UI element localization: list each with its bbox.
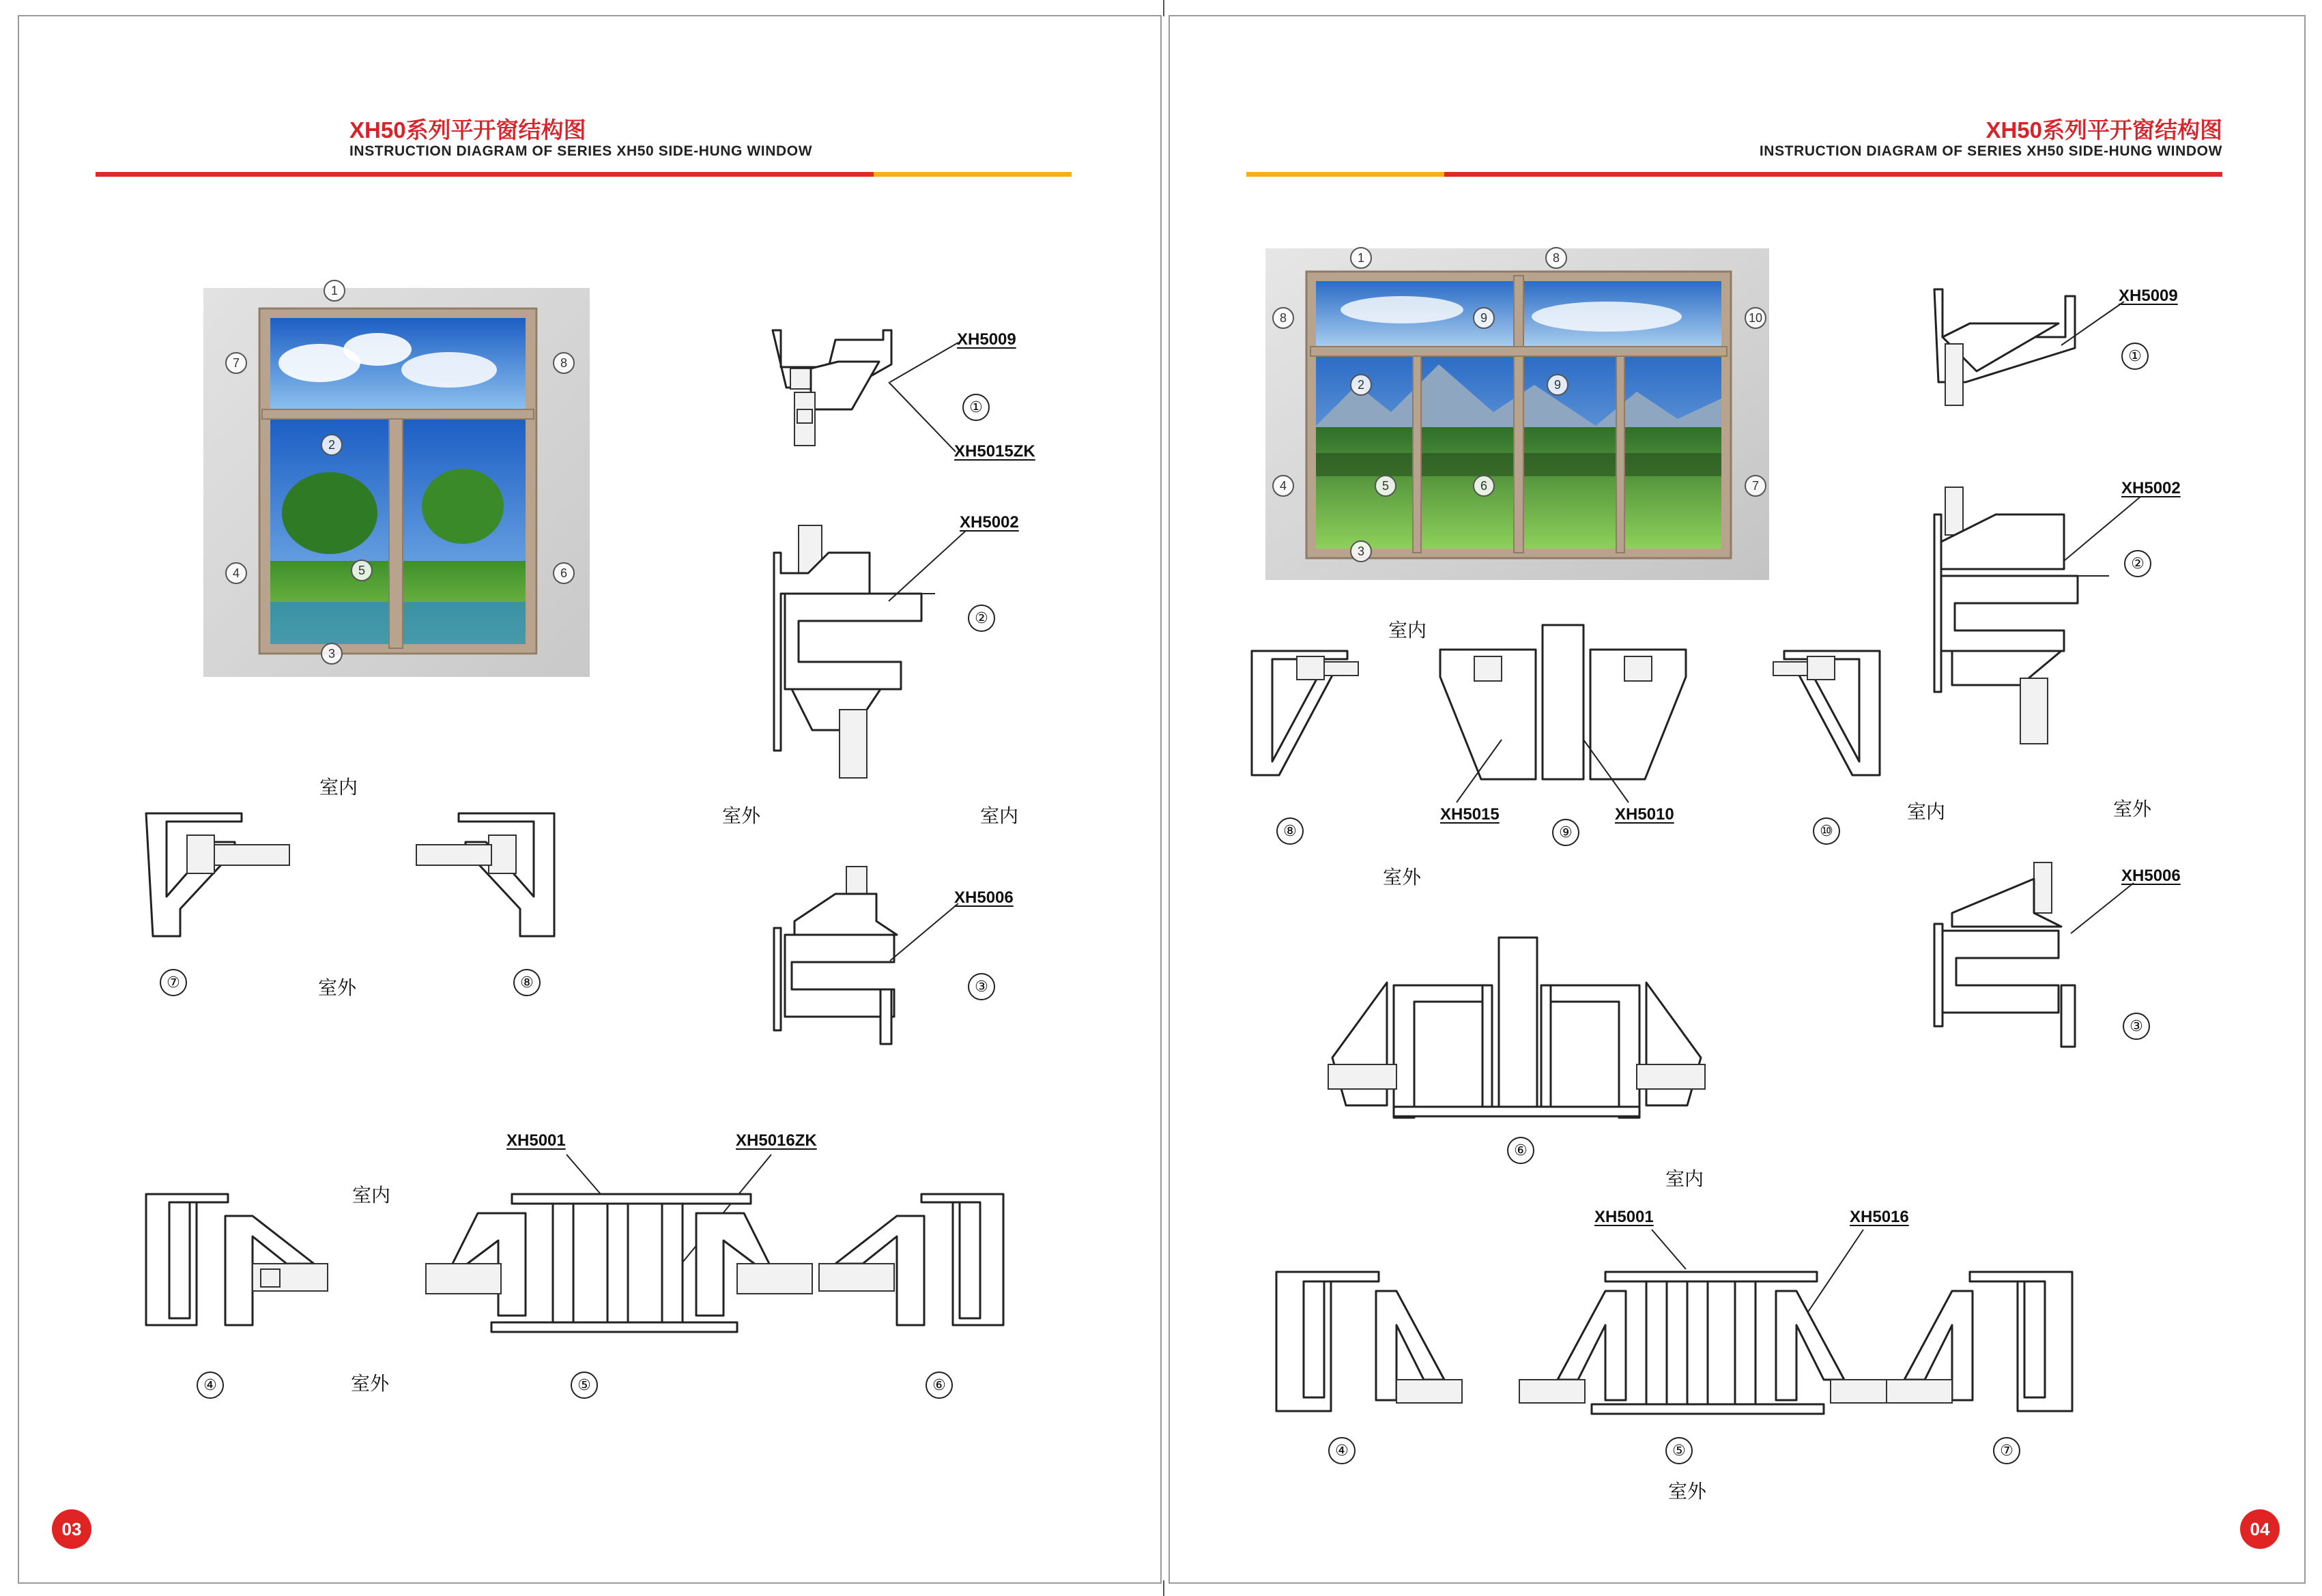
profile-code-r-xh5006: XH5006 (2121, 867, 2181, 885)
leader-line-r3 (2068, 882, 2136, 936)
section-r3-drawing (1932, 862, 2082, 1054)
section-r10-drawing (1766, 650, 1882, 786)
section-number-6: ⑥ (926, 1372, 953, 1399)
leader-lines-s1 (887, 341, 969, 457)
section-7-drawing (143, 812, 300, 942)
photo-callout-r9-mid: 9 (1547, 374, 1568, 396)
profile-code-xh5016zk: XH5016ZK (736, 1131, 817, 1150)
section-r8-drawing (1249, 650, 1365, 786)
photo-callout-6: 6 (553, 562, 575, 584)
profile-code-xh5001: XH5001 (506, 1131, 566, 1150)
section-5-drawing (423, 1193, 846, 1343)
profile-code-xh5006: XH5006 (954, 888, 1014, 907)
section-number-1: ① (962, 394, 990, 421)
leader-line-s2 (887, 529, 969, 604)
profile-code-xh5002: XH5002 (960, 513, 1019, 532)
label-outdoor-r2: 室外 (2113, 798, 2152, 819)
profile-code-r-xh5009: XH5009 (2119, 287, 2178, 305)
photo-callout-r6: 6 (1473, 475, 1495, 497)
photo-callout-r8-top: 8 (1545, 247, 1567, 269)
center-crop-mark-bottom (1163, 1580, 1164, 1596)
photo-callout-5: 5 (351, 560, 373, 581)
section-number-r10: ⑩ (1813, 817, 1840, 845)
label-indoor-s2: 室内 (980, 805, 1019, 826)
section-r4-drawing (1274, 1271, 1465, 1421)
photo-callout-r2: 2 (1350, 374, 1372, 396)
photo-callout-r8-left: 8 (1272, 307, 1294, 329)
profile-code-r-xh5015: XH5015 (1440, 805, 1500, 824)
label-outdoor-s2: 室外 (722, 805, 761, 826)
profile-code-xh5015zk: XH5015ZK (954, 442, 1035, 461)
section-number-r4: ④ (1328, 1437, 1356, 1464)
page-left-rule-gold (874, 172, 1072, 177)
section-number-r2: ② (2124, 550, 2151, 577)
section-number-r7: ⑦ (1993, 1437, 2020, 1464)
photo-callout-7: 7 (225, 352, 247, 374)
page-right-title-en: INSTRUCTION DIAGRAM OF SERIES XH50 SIDE-HUNG WINDOW (1759, 143, 2222, 159)
profile-code-xh5009: XH5009 (957, 330, 1016, 349)
profile-code-r-xh5002: XH5002 (2121, 479, 2181, 497)
section-number-2: ② (968, 605, 995, 632)
label-indoor-s8910: 室内 (1388, 620, 1427, 641)
section-number-7: ⑦ (160, 969, 187, 996)
section-number-r9: ⑨ (1552, 819, 1579, 846)
center-crop-mark (1163, 0, 1164, 16)
section-number-r6: ⑥ (1507, 1137, 1534, 1164)
page-right-rule-red (1444, 172, 2222, 177)
section-r5-drawing (1517, 1271, 1899, 1421)
window-photo-right (1265, 248, 1769, 580)
page-left-title-en: INSTRUCTION DIAGRAM OF SERIES XH50 SIDE-HUNG WINDOW (349, 143, 813, 159)
section-number-3: ③ (968, 973, 995, 1000)
photo-callout-4: 4 (225, 562, 247, 584)
label-outdoor-s456: 室外 (351, 1373, 390, 1394)
section-number-r5: ⑤ (1665, 1437, 1693, 1464)
leader-line-r1 (2059, 300, 2127, 348)
photo-callout-3: 3 (321, 643, 343, 665)
section-number-4: ④ (197, 1372, 224, 1399)
page-number-left: 03 (52, 1509, 91, 1549)
page-left-rule-red (96, 172, 874, 177)
section-r6-drawing (1325, 935, 1708, 1119)
section-number-r3: ③ (2123, 1013, 2150, 1040)
label-indoor-r457: 室内 (1665, 1168, 1704, 1189)
photo-callout-8: 8 (553, 352, 575, 374)
leader-line-s3 (887, 902, 962, 963)
photo-callout-2: 2 (321, 434, 343, 456)
label-indoor-r2: 室内 (1907, 801, 1946, 822)
photo-callout-r1: 1 (1350, 247, 1372, 269)
section-number-8: ⑧ (513, 969, 541, 996)
section-8-drawing (414, 812, 564, 942)
page-left-title-cn: XH50系列平开窗结构图 (349, 117, 586, 143)
photo-callout-r10: 10 (1745, 307, 1766, 329)
photo-callout-r9-top: 9 (1473, 307, 1495, 329)
label-indoor-s78: 室内 (319, 777, 358, 798)
section-4-drawing (143, 1193, 334, 1329)
label-outdoor-r457: 室外 (1668, 1481, 1707, 1502)
section-number-r1: ① (2121, 343, 2149, 370)
profile-code-r-xh5010: XH5010 (1615, 805, 1674, 824)
section-6-drawing (816, 1193, 1007, 1329)
section-r7-drawing (1884, 1271, 2075, 1421)
page-right-rule-gold (1246, 172, 1444, 177)
section-number-r8: ⑧ (1276, 817, 1304, 845)
label-indoor-s456: 室内 (352, 1185, 391, 1206)
profile-code-r-xh5016: XH5016 (1850, 1208, 1909, 1226)
profile-code-r-xh5001: XH5001 (1594, 1208, 1654, 1226)
photo-callout-r4: 4 (1272, 475, 1294, 497)
page-number-right: 04 (2240, 1509, 2280, 1549)
photo-callout-r3: 3 (1350, 540, 1372, 562)
window-photo-left (203, 288, 590, 677)
label-outdoor-s78: 室外 (318, 977, 357, 998)
section-number-5: ⑤ (571, 1372, 598, 1399)
photo-callout-r5: 5 (1375, 475, 1396, 497)
label-outdoor-s8910: 室外 (1383, 867, 1422, 888)
photo-callout-1: 1 (324, 280, 345, 302)
page-left-border (18, 15, 1162, 1584)
leader-lines-r9 (1454, 737, 1631, 805)
photo-callout-r7: 7 (1745, 475, 1766, 497)
page-right-title-cn: XH50系列平开窗结构图 (1986, 117, 2222, 143)
